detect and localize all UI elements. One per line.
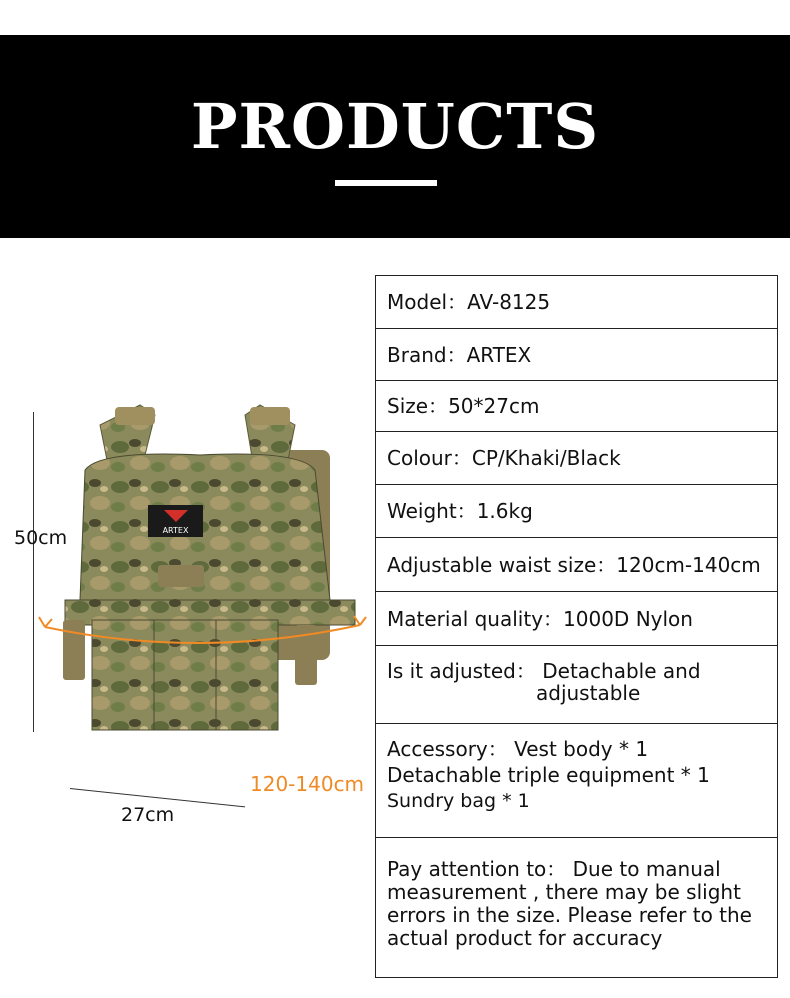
spec-table: [375, 275, 778, 978]
spec-row-material: [376, 592, 777, 646]
brand-label: Brand：: [387, 342, 467, 367]
patch-text: ARTEX: [162, 526, 189, 535]
colour-label: Colour：: [387, 446, 472, 470]
accessory-line3: Sundry bag * 1: [387, 790, 530, 812]
spec-row-brand: [376, 329, 777, 381]
waist-size-label: Adjustable waist size：: [387, 552, 617, 577]
brand-value: ARTEX: [466, 342, 532, 367]
spec-row-accessory: [376, 724, 777, 838]
pouch-middle: [154, 620, 216, 730]
accessory-line2: Detachable triple equipment * 1: [387, 763, 710, 787]
width-label: 27cm: [121, 804, 175, 826]
front-plate: [80, 454, 330, 600]
spec-row-weight: [376, 485, 777, 538]
waist-size-value: 120cm-140cm: [616, 552, 761, 577]
spec-row-attention: [376, 838, 777, 977]
adjusted-value-line1: Detachable and: [542, 659, 701, 683]
spec-row-size: [376, 381, 777, 432]
adjusted-value-line2: adjustable: [536, 681, 641, 705]
attention-label: Pay attention to：: [387, 857, 567, 881]
attention-line1: Due to manual: [572, 857, 721, 881]
height-label: 50cm: [14, 527, 68, 549]
material-label: Material quality：: [387, 606, 564, 631]
spec-row-colour: [376, 432, 777, 485]
attention-line4: actual product for accuracy: [387, 926, 663, 950]
size-label: Size：: [387, 394, 449, 418]
colour-value: CP/Khaki/Black: [471, 446, 621, 470]
size-value: 50*27cm: [448, 394, 540, 418]
title-underline: [335, 180, 437, 186]
material-value: 1000D Nylon: [563, 606, 693, 631]
weight-value: 1.6kg: [476, 499, 533, 523]
weight-label: Weight：: [387, 499, 477, 523]
attention-line3: errors in the size. Please refer to the: [387, 903, 752, 927]
accessory-label: Accessory：: [387, 737, 508, 761]
spec-row-model: [376, 276, 777, 329]
adjusted-label: Is it adjusted：: [387, 659, 536, 683]
header-banner: [0, 35, 790, 238]
pouch-right: [216, 620, 278, 730]
attention-line2: measurement , there may be slight: [387, 880, 741, 904]
waist-label: 120-140cm: [250, 772, 365, 796]
model-label: Model：: [387, 290, 468, 314]
page-title: PRODUCTS: [190, 90, 600, 163]
spec-row-adjusted: [376, 646, 777, 724]
model-value: AV-8125: [467, 290, 551, 314]
accessory-line1: Vest body * 1: [514, 737, 649, 761]
spec-row-waist: [376, 538, 777, 592]
plate-carrier-vest-image: [30, 395, 370, 745]
